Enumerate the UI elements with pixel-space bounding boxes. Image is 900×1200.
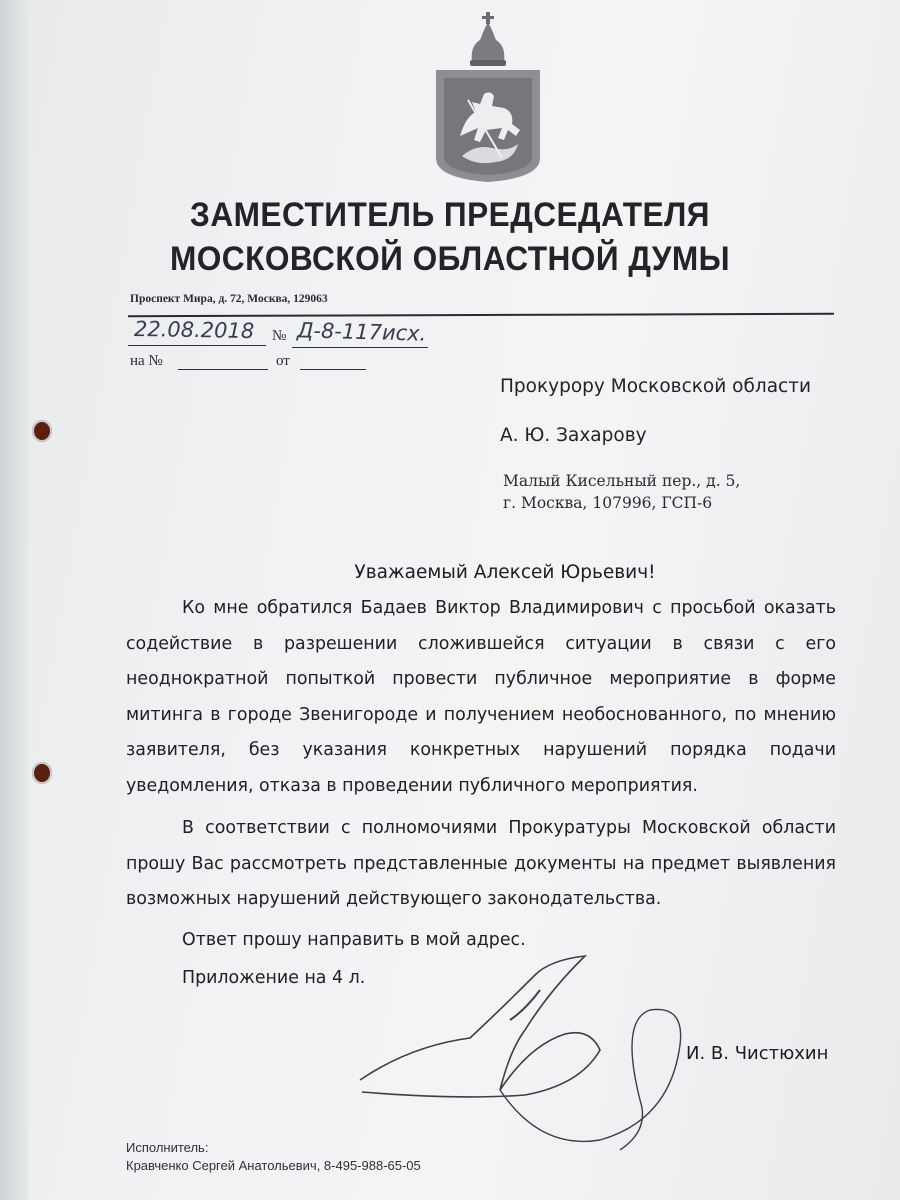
paragraph-reply: Ответ прошу направить в мой адрес. <box>182 929 526 950</box>
letter-body <box>126 591 836 997</box>
date-underline <box>128 345 266 346</box>
paragraph-request: Ко мне обратился Бадаев Виктор Владимирович с просьбой оказать содействие в разрешении сложившейся ситуации в связи с его неоднократной попыткой провести публичное мероприятие в форме митинга в городе Звенигороде и получением необоснованного, по мнению заявителя, без указания конкретных нарушений порядка подачи уведомления, отказа в проведении публичного мероприятия. <box>126 598 836 796</box>
number-underline <box>292 347 428 348</box>
number-label: № <box>272 328 287 344</box>
sender-address: Проспект Мира, д. 72, Москва, 129063 <box>130 293 328 305</box>
recipient-address-line-2: г. Москва, 107996, ГСП-6 <box>503 494 713 512</box>
punch-hole <box>32 420 52 442</box>
registration-date: 22.08.2018 <box>133 316 255 344</box>
reply-underline <box>178 369 268 370</box>
from-label: от <box>276 353 290 369</box>
recipient-position: Прокурору Московской области <box>500 376 812 397</box>
signatory-name: И. В. Чистюхин <box>686 1043 829 1064</box>
registration-number: Д-8-117исх. <box>296 318 427 346</box>
executor-label: Исполнитель: <box>126 1140 209 1155</box>
moscow-oblast-coat-of-arms-icon <box>432 8 544 184</box>
salutation: Уважаемый Алексей Юрьевич! <box>354 562 656 583</box>
paragraph-attachment: Приложение на 4 л. <box>182 968 366 988</box>
reply-label: на № <box>130 353 163 369</box>
header-divider <box>128 313 834 317</box>
handwritten-signature <box>350 950 710 1160</box>
from-underline <box>300 369 366 370</box>
recipient-address-line-1: Малый Кисельный пер., д. 5, <box>503 472 741 490</box>
recipient-name: А. Ю. Захарову <box>500 425 647 446</box>
executor-details: Кравченко Сергей Анатольевич, 8-495-988-65-05 <box>126 1158 421 1173</box>
title-line-2: МОСКОВСКОЙ ОБЛАСТНОЙ ДУМЫ <box>169 240 731 278</box>
punch-hole <box>32 762 52 784</box>
paper-edge <box>0 0 28 1200</box>
paragraph-appeal: В соответствии с полномочиями Прокуратуры Московской области прошу Вас рассмотреть представленные документы на предмет выявления возможных нарушений действующего законодательства. <box>126 818 836 909</box>
title-line-1: ЗАМЕСТИТЕЛЬ ПРЕДСЕДАТЕЛЯ <box>190 196 710 234</box>
